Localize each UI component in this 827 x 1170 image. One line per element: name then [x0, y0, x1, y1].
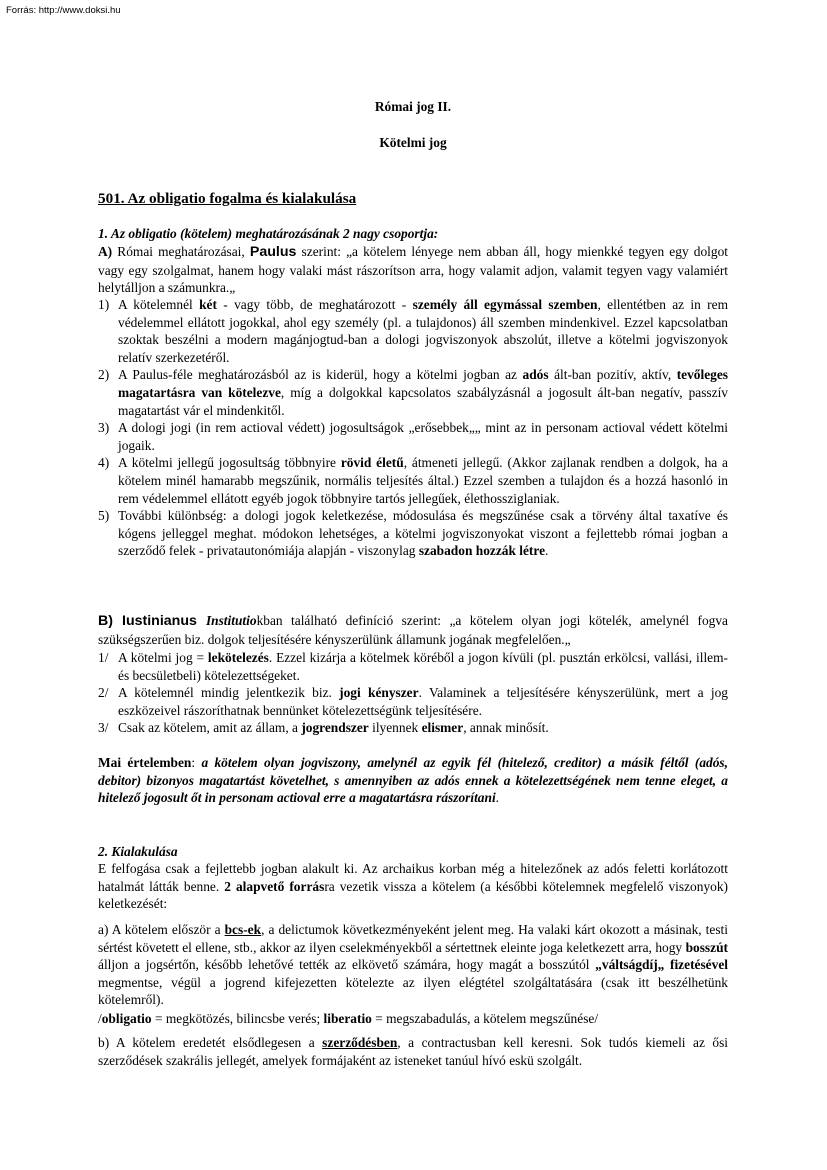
- part2-b: [98, 1034, 728, 1069]
- list-b-item-number: 1/: [98, 650, 109, 665]
- list-a-item-segment: A dologi jogi (in rem actioval védett) jogosultságok „erősebbek„„ mint az in personam actioval védett kötelmi jogaik.: [118, 420, 728, 453]
- part2-gloss-segment: = megkötözés, bilincsbe verés;: [151, 1011, 324, 1026]
- b-text: kban található definíció szerint: „a kötelem olyan jogi kötelék, amelynél fogva szükségszerűen biz. dolgok teljesítésére kényszerülünk államunk jogának megfelelően.„: [98, 613, 728, 647]
- part2-intro: [98, 860, 728, 913]
- modern-definition: [98, 754, 728, 807]
- list-b-item-segment: . Ezzel kizárja a kötelmek köréből a jogon kívüli (pl. pusztán erkölcsi, vallási, illem- és becsületbeli) kötelezettségeket.: [118, 650, 728, 683]
- source-note: Forrás: http://www.doksi.hu: [6, 5, 121, 16]
- list-a-item-segment: szabadon hozzák létre: [418, 543, 546, 559]
- part2-a: [98, 921, 728, 1009]
- modern-text: a kötelem olyan jogviszony, amelynél az egyik fél (hitelező, creditor) a másik féltől (adós, debitor) bizonyos magatartást követelhet, s amennyiben az adós ennek a kötelezettségének nem tenne eleget, a hitelező jogosult őt in personam actioval erre a magatartásra rászorítani: [98, 755, 728, 806]
- list-a-item: [98, 454, 728, 507]
- list-b-item-segment: A kötelmi jog =: [118, 650, 208, 665]
- list-a-item: [98, 507, 728, 560]
- part2-a-segment: álljon a jogsértőn, később lehetővé tették az elkövető számára, hogy magát a bosszútól: [98, 957, 596, 973]
- section-title: 501. Az obligatio fogalma és kialakulása: [98, 190, 357, 207]
- list-b-item-segment: Csak az kötelem, amit az állam, a: [118, 720, 302, 736]
- list-a-item-number: 3): [98, 420, 110, 436]
- paulus-name: Paulus: [249, 244, 297, 260]
- part2-a-segment: megmentse, végül a jogrend kifejezetten kötelezte az ilyen elégtétel szolgáltatására (csak itt beszélhetünk kötelemről).: [98, 974, 728, 1008]
- definition-b: [98, 612, 728, 648]
- intro1: E felfogása csak a fejlettebb jogban alakult ki. Az archaikus korban még a hitelezőnek az adós feletti korlátozott hatalmát látták benne.: [98, 861, 728, 894]
- list-b-item-segment: A kötelemnél mindig jelentkezik biz.: [118, 685, 340, 701]
- part2-b-segment: , a contractusban kell keresni. Sok tudós kiemeli az ősi szerződések szakrális jellegét, amelyek formájaként az isteneket tanúul hívó eskü szolgált.: [98, 1035, 729, 1068]
- document-subtitle: Kötelmi jog: [379, 135, 447, 150]
- list-a-item: [98, 366, 728, 419]
- part2-heading: 2. Kialakulása: [98, 844, 178, 859]
- modern-end: .: [495, 790, 500, 806]
- modern-colon: :: [191, 755, 202, 770]
- list-a-item: [98, 419, 728, 454]
- a-text1: Római meghatározásai,: [112, 244, 250, 259]
- intro-bold: 2 alapvető forrás: [224, 878, 325, 894]
- part2-gloss: [98, 1010, 728, 1028]
- list-a-item-segment: További különbség: a dologi jogok keletkezése, módosulása és megszűnése csak a törvény által taxatíve és kógens jelleggel meghat. módokon lehetséges, a kötelmi jogviszonyokat viszont a fejlettebb római jogban a szerződő felek - privatautonómiája alapján - viszonylag: [118, 508, 728, 559]
- list-a-item-segment: adós: [522, 367, 549, 383]
- list-b: [98, 649, 728, 737]
- part2-gloss-segment: liberatio: [323, 1011, 372, 1026]
- list-a-item-number: 1): [98, 297, 110, 312]
- a-text2: szerint: „a kötelem lényege nem abban áll, hogy mienkké tegyen egy dolgot vagy egy szolgalmat, hanem hogy valaki mást rászorítson arra, hogy valamit adjon, valamit tegyen vagy valamiért helytálljon a számunkra.„: [98, 244, 728, 296]
- document-title: Római jog II.: [374, 99, 452, 114]
- list-a-item-segment: két: [199, 297, 217, 312]
- label-a: A): [98, 244, 113, 259]
- list-b-item-segment: elismer: [421, 720, 464, 736]
- part2-a-segment: a) A kötelem először a: [98, 922, 225, 937]
- modern-label: Mai értelemben: [98, 755, 192, 770]
- part2-b-segment: szerződésben: [322, 1035, 398, 1050]
- list-b-item-segment: , annak minősít.: [463, 720, 549, 736]
- list-b-item: [98, 649, 728, 684]
- definition-a: [98, 243, 728, 297]
- part2-a-segment: bosszút: [685, 939, 728, 955]
- list-b-item-number: 2/: [98, 685, 109, 701]
- list-a-item-segment: A kötelmi jellegű jogosultság többnyire: [118, 455, 341, 471]
- list-a-item-segment: , átmeneti jellegű. (Akkor zajlanak rendben a dolgok, ha a kötelem minél hamarabb megszűnik, normális teljesítés által.) Ezzel szemben a tulajdon és a hozzá hasonló in rem védelemmel ellátott egyéb jogok többnyire tartós jellegűek, élethossziglaniak.: [118, 455, 728, 506]
- list-b-item-segment: lekötelezés: [207, 650, 269, 665]
- part2-gloss-segment: = megszabadulás, a kötelem megszűnése/: [371, 1011, 599, 1026]
- list-a-item-number: 4): [98, 455, 110, 471]
- part2-a-segment: bcs-ek: [224, 922, 262, 937]
- list-b-item-segment: ilyennek: [368, 720, 422, 736]
- part1-heading: 1. Az obligatio (kötelem) meghatározásának 2 nagy csoportja:: [98, 226, 439, 241]
- list-a-item-segment: .: [545, 543, 549, 559]
- institutio-work: Institutio: [205, 613, 257, 628]
- list-b-item-segment: jogrendszer: [301, 720, 369, 736]
- list-a-item-segment: ált-ban pozitív, aktív,: [548, 367, 677, 383]
- part2-b-segment: b) A kötelem eredetét elsődlegesen a: [98, 1035, 323, 1050]
- list-a: [98, 296, 728, 560]
- list-a-item-segment: A Paulus-féle meghatározásból az is kiderül, hogy a kötelmi jogban az: [118, 367, 523, 383]
- intro2: ra vezetik vissza a kötelem (a későbbi kötelemnek megfelelő viszonyok) keletkezését:: [98, 878, 728, 912]
- list-a-item-segment: rövid életű: [340, 455, 404, 471]
- list-a-item-segment: tevőleges magatartásra van kötelezve: [118, 367, 728, 400]
- list-a-item-number: 5): [98, 508, 110, 524]
- list-a-item-segment: , míg a dolgokkal kapcsolatos szabályzásnál a jogosult ált-ban negatív, passzív magatartást vár el mindenkitől.: [118, 384, 728, 418]
- list-a-item-segment: , ellentétben az in rem védelemmel ellátott jogokkal, ahol egy személy (pl. a tulajdonos) áll szemben mindenkivel. Ezzel kapcsolatban szoktak beszélni a modern magánjogtud-ban a dologi jogviszonyok abszolút, illetve a kötelmi jogviszonyok relatív szerkezetéről.: [118, 297, 729, 365]
- list-a-item: [98, 296, 728, 366]
- list-a-item-segment: A kötelemnél: [118, 297, 200, 312]
- part2-a-segment: , a delictumok következményeként jelent meg. Ha valaki kárt okozott a másinak, testi sértést követett el ellene, stb., akkor az ilyen cselekményekből a sértettnek eleinte joga keletkezett arra, hogy: [98, 922, 729, 955]
- list-b-item-number: 3/: [98, 720, 109, 736]
- label-b: B): [98, 613, 113, 629]
- list-a-item-segment: személy áll egymással szemben: [412, 297, 598, 312]
- iustinianus-name: Iustinianus: [112, 613, 206, 629]
- list-b-item: [98, 719, 728, 737]
- part2-a-segment: „váltságdíj„ fizetésével: [595, 957, 728, 973]
- list-b-item-segment: . Valaminek a teljesítésére kényszerülünk, mert a jog eszközeivel rászoríthatnak bennünket kötelezettségünk teljesítésére.: [118, 685, 728, 718]
- list-a-item-number: 2): [98, 367, 110, 383]
- part2-gloss-segment: obligatio: [101, 1011, 152, 1026]
- list-a-item-segment: - vagy több, de meghatározott -: [216, 297, 413, 312]
- part2-gloss-segment: /: [98, 1011, 102, 1026]
- list-b-item-segment: jogi kényszer: [339, 685, 419, 701]
- list-b-item: [98, 684, 728, 719]
